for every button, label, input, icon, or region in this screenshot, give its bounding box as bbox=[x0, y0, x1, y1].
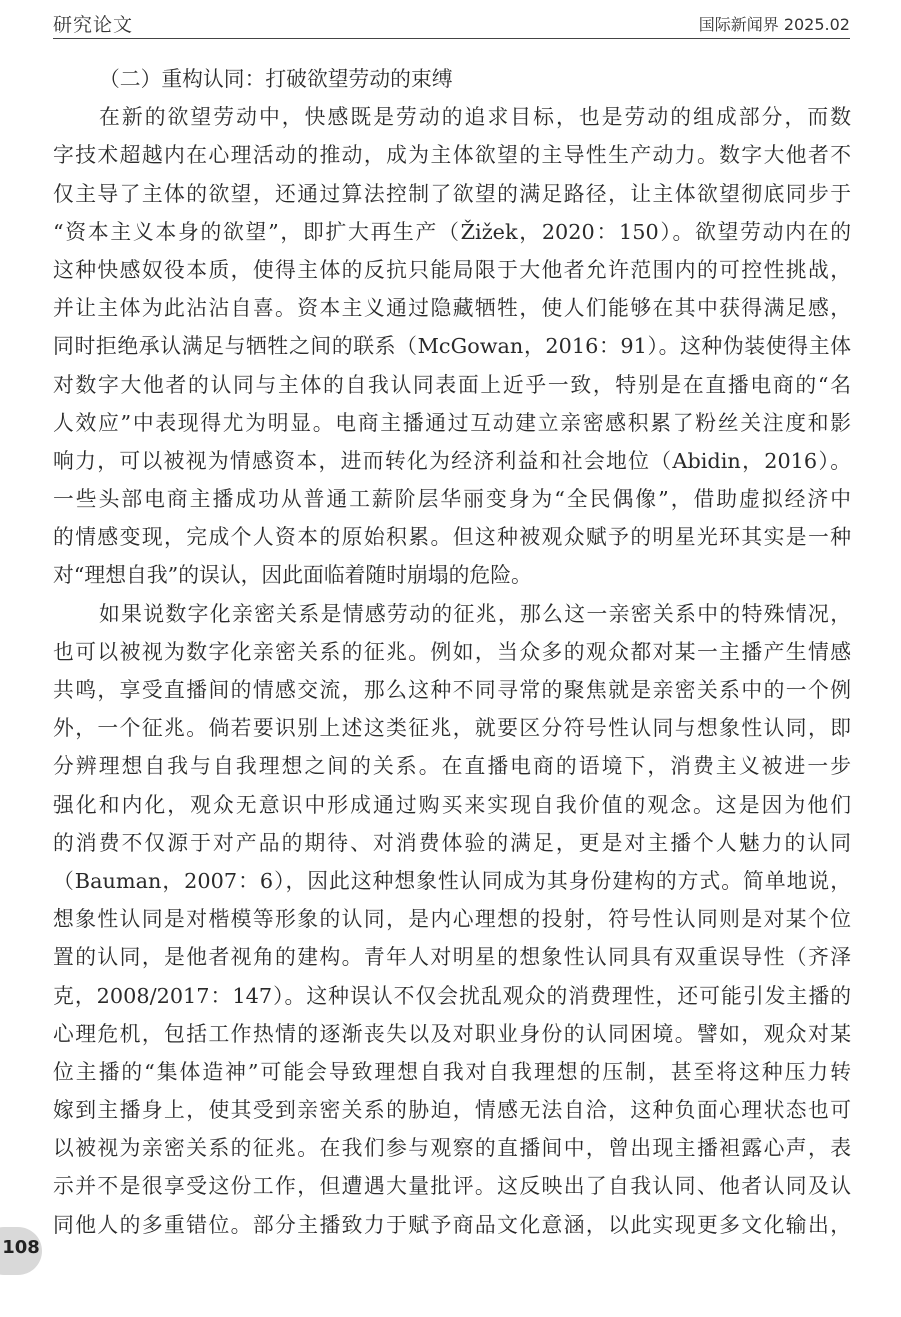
page-number: 108 bbox=[2, 1237, 40, 1258]
paragraph-line: 想象性认同是对楷模等形象的认同，是内心理想的投射，符号性认同则是对某个位 bbox=[53, 907, 851, 932]
section-heading: （二）重构认同：打破欲望劳动的束缚 bbox=[99, 67, 453, 91]
paragraph-line: 字技术超越内在心理活动的推动，成为主体欲望的主导性生产动力。数字大他者不 bbox=[53, 143, 851, 168]
paragraph-line: 置的认同，是他者视角的建构。青年人对明星的想象性认同具有双重误导性（齐泽 bbox=[53, 945, 851, 970]
paragraph-line: 同时拒绝承认满足与牺牲之间的联系（McGowan，2016：91）。这种伪装使得主体 bbox=[53, 334, 851, 359]
paragraph-line: 也可以被视为数字化亲密关系的征兆。例如，当众多的观众都对某一主播产生情感 bbox=[53, 639, 851, 664]
paragraph-line: 一些头部电商主播成功从普通工薪阶层华丽变身为“全民偶像”，借助虚拟经济中 bbox=[53, 487, 851, 512]
paragraph-line: 位主播的“集体造神”可能会导致理想自我对自我理想的压制，甚至将这种压力转 bbox=[53, 1059, 851, 1084]
paragraph-line: 在新的欲望劳动中，快感既是劳动的追求目标，也是劳动的组成部分，而数 bbox=[99, 105, 851, 130]
paragraph-line: 这种快感奴役本质，使得主体的反抗只能局限于大他者允许范围内的可控性挑战， bbox=[53, 257, 851, 282]
paragraph-line: 嫁到主播身上，使其受到亲密关系的胁迫，情感无法自洽，这种负面心理状态也可 bbox=[53, 1098, 851, 1123]
paragraph-line: 的情感变现，完成个人资本的原始积累。但这种被观众赋予的明星光环其实是一种 bbox=[53, 525, 851, 550]
paragraph-line: 心理危机，包括工作热情的逐渐丧失以及对职业身份的认同困境。譬如，观众对某 bbox=[53, 1021, 851, 1046]
paragraph-line: 并让主体为此沾沾自喜。资本主义通过隐藏牺牲，使人们能够在其中获得满足感， bbox=[53, 296, 851, 321]
paragraph-line: 如果说数字化亲密关系是情感劳动的征兆，那么这一亲密关系中的特殊情况， bbox=[99, 601, 851, 626]
paragraph-line: 人效应”中表现得尤为明显。电商主播通过互动建立亲密感积累了粉丝关注度和影 bbox=[53, 410, 851, 435]
paragraph-line: “资本主义本身的欲望”，即扩大再生产（Žižek，2020：150）。欲望劳动内在的 bbox=[53, 219, 851, 244]
paragraph-line: 示并不是很享受这份工作，但遭遇大量批评。这反映出了自我认同、他者认同及认 bbox=[53, 1174, 851, 1199]
paragraph-line: 以被视为亲密关系的征兆。在我们参与观察的直播间中，曾出现主播袒露心声，表 bbox=[53, 1136, 851, 1161]
paragraph-line: 对“理想自我”的误认，因此面临着随时崩塌的危险。 bbox=[53, 563, 532, 588]
paragraph-line: 对数字大他者的认同与主体的自我认同表面上近乎一致，特别是在直播电商的“名 bbox=[53, 372, 851, 397]
paragraph-line: （Bauman，2007：6），因此这种想象性认同成为其身份建构的方式。简单地说， bbox=[53, 868, 851, 893]
paragraph-line: 强化和内化，观众无意识中形成通过购买来实现自我价值的观念。这是因为他们 bbox=[53, 792, 851, 817]
paragraph-line: 分辨理想自我与自我理想之间的关系。在直播电商的语境下，消费主义被进一步 bbox=[53, 754, 851, 779]
paragraph-line: 克，2008/2017：147）。这种误认不仅会扰乱观众的消费理性，还可能引发主播的 bbox=[53, 983, 851, 1008]
page-number-badge bbox=[0, 1227, 42, 1275]
running-header bbox=[53, 6, 850, 39]
section-label: 研究论文 bbox=[53, 14, 134, 36]
article-body bbox=[53, 60, 851, 1244]
paragraph-line: 的消费不仅源于对产品的期待、对消费体验的满足，更是对主播个人魅力的认同 bbox=[53, 830, 851, 855]
paragraph-line: 共鸣，享受直播间的情感交流，那么这种不同寻常的聚焦就是亲密关系中的一个例 bbox=[53, 678, 851, 702]
paragraph-line: 外，一个征兆。倘若要识别上述这类征兆，就要区分符号性认同与想象性认同，即 bbox=[53, 716, 851, 741]
paragraph-line: 仅主导了主体的欲望，还通过算法控制了欲望的满足路径，让主体欲望彻底同步于 bbox=[53, 181, 851, 206]
journal-issue: 国际新闻界 2025.02 bbox=[698, 15, 850, 34]
paragraph-line: 响力，可以被视为情感资本，进而转化为经济利益和社会地位（Abidin，2016）。 bbox=[53, 448, 851, 473]
paragraph-line: 同他人的多重错位。部分主播致力于赋予商品文化意涵，以此实现更多文化输出， bbox=[53, 1212, 851, 1237]
